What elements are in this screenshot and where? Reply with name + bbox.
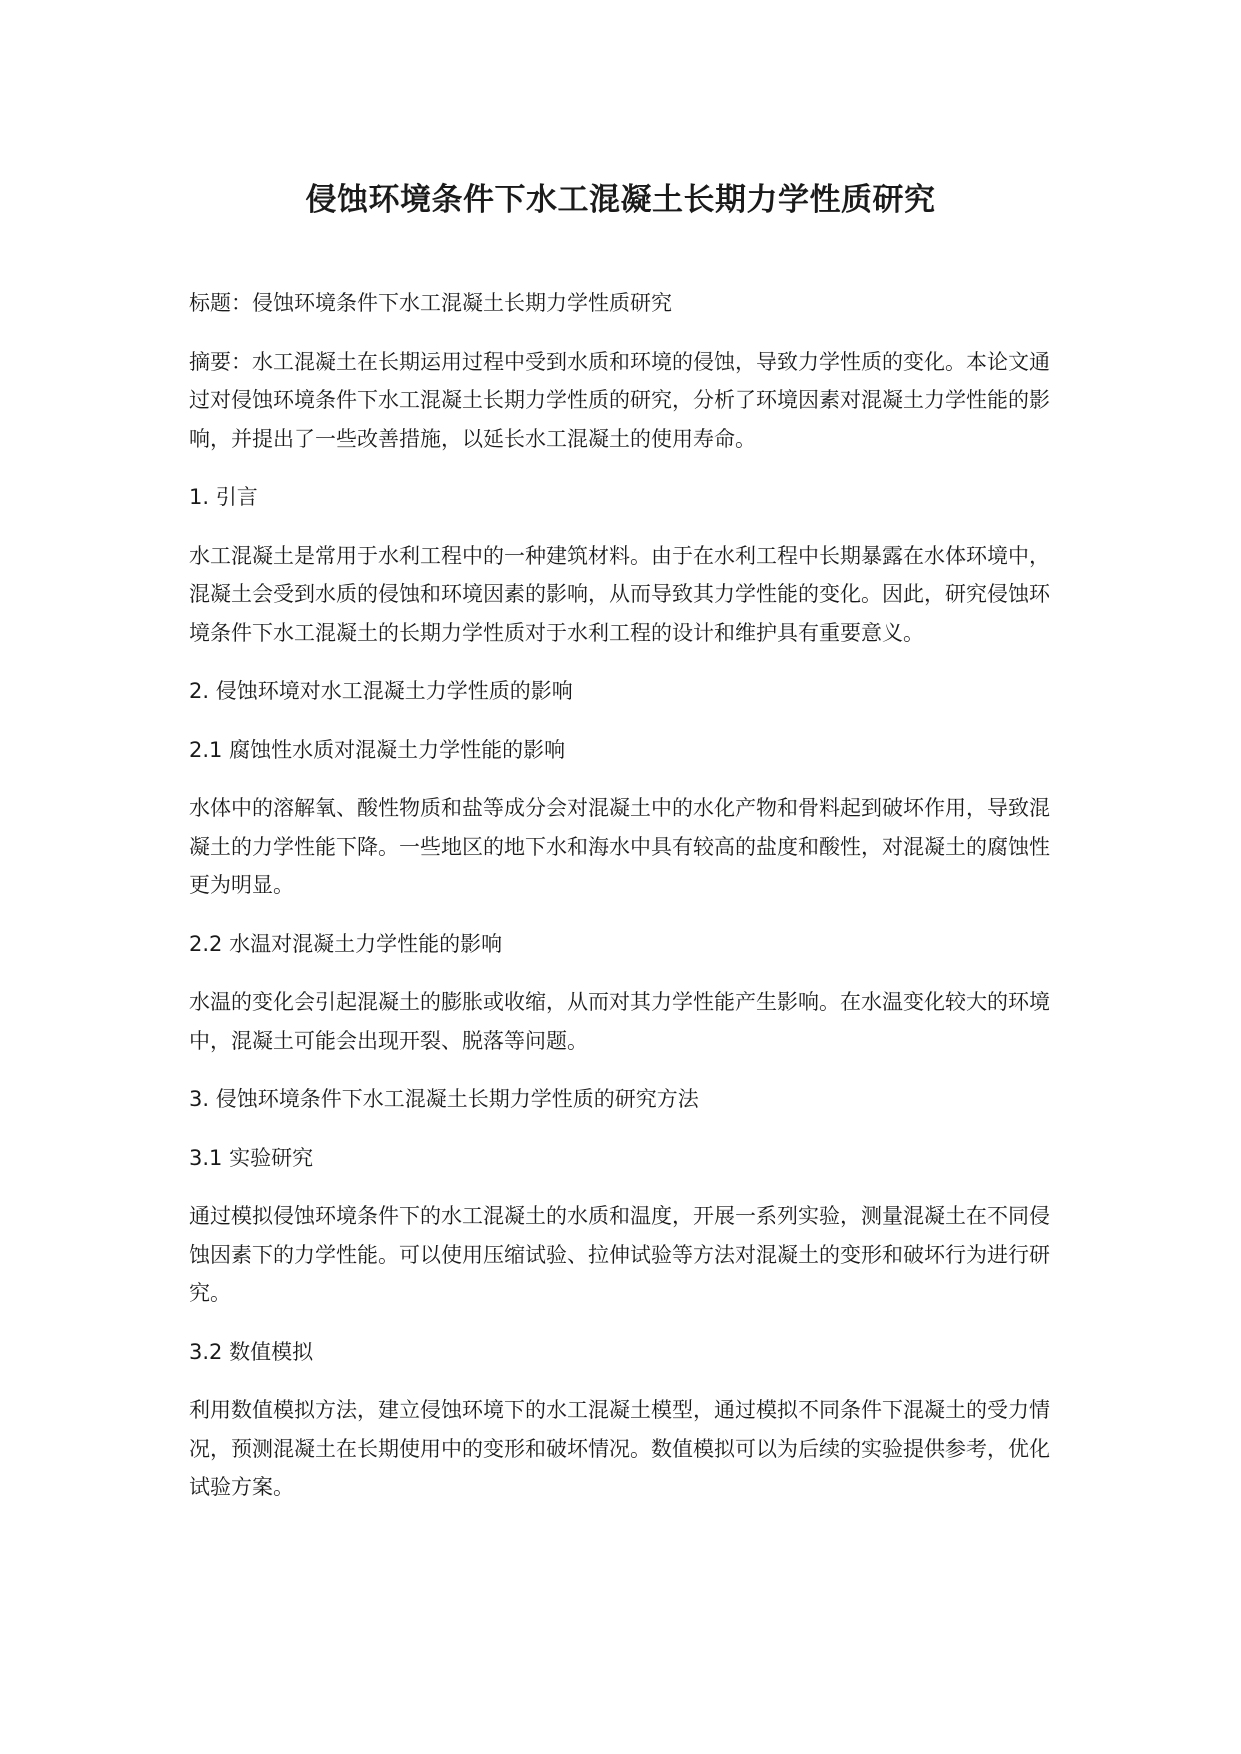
body-paragraph: 通过模拟侵蚀环境条件下的水工混凝土的水质和温度，开展一系列实验，测量混凝土在不同侵蚀因素下的力学性能。可以使用压缩试验、拉伸试验等方法对混凝土的变形和破坏行为进行研究。: [189, 1204, 1050, 1305]
section-heading-3: 3. 侵蚀环境条件下水工混凝土长期力学性质的研究方法: [189, 1087, 699, 1111]
body-paragraph: 利用数值模拟方法，建立侵蚀环境下的水工混凝土模型，通过模拟不同条件下混凝土的受力情况，预测混凝土在长期使用中的变形和破坏情况。数值模拟可以为后续的实验提供参考，优化试验方案。: [189, 1398, 1050, 1499]
document-body: [189, 284, 1069, 1527]
body-paragraph: 水体中的溶解氧、酸性物质和盐等成分会对混凝土中的水化产物和骨料起到破坏作用，导致混凝土的力学性能下降。一些地区的地下水和海水中具有较高的盐度和酸性，对混凝土的腐蚀性更为明显。: [189, 796, 1050, 897]
section-heading-2: 2. 侵蚀环境对水工混凝土力学性质的影响: [189, 679, 573, 703]
subsection-heading-2-2: 2.2 水温对混凝土力学性能的影响: [189, 931, 503, 956]
subsection-heading-2-1: 2.1 腐蚀性水质对混凝土力学性能的影响: [189, 737, 566, 762]
body-paragraph: 水工混凝土是常用于水利工程中的一种建筑材料。由于在水利工程中长期暴露在水体环境中，混凝土会受到水质的侵蚀和环境因素的影响，从而导致其力学性能的变化。因此，研究侵蚀环境条件下水工混凝土的长期力学性质对于水利工程的设计和维护具有重要意义。: [189, 543, 1050, 645]
body-paragraph: 水温的变化会引起混凝土的膨胀或收缩，从而对其力学性能产生影响。在水温变化较大的环境中，混凝土可能会出现开裂、脱落等问题。: [189, 990, 1050, 1053]
subsection-heading-3-1: 3.1 实验研究: [189, 1145, 314, 1170]
document-title: 侵蚀环境条件下水工混凝土长期力学性质研究: [305, 182, 936, 218]
section-heading-1: 1. 引言: [189, 485, 258, 509]
abstract-paragraph: 摘要：水工混凝土在长期运用过程中受到水质和环境的侵蚀，导致力学性质的变化。本论文通过对侵蚀环境条件下水工混凝土长期力学性质的研究，分析了环境因素对混凝土力学性能的影响，并提出了一些改善措施，以延长水工混凝土的使用寿命。: [189, 349, 1050, 451]
title-line: 标题：侵蚀环境条件下水工混凝土长期力学性质研究: [189, 291, 672, 315]
subsection-heading-3-2: 3.2 数值模拟: [189, 1339, 314, 1364]
